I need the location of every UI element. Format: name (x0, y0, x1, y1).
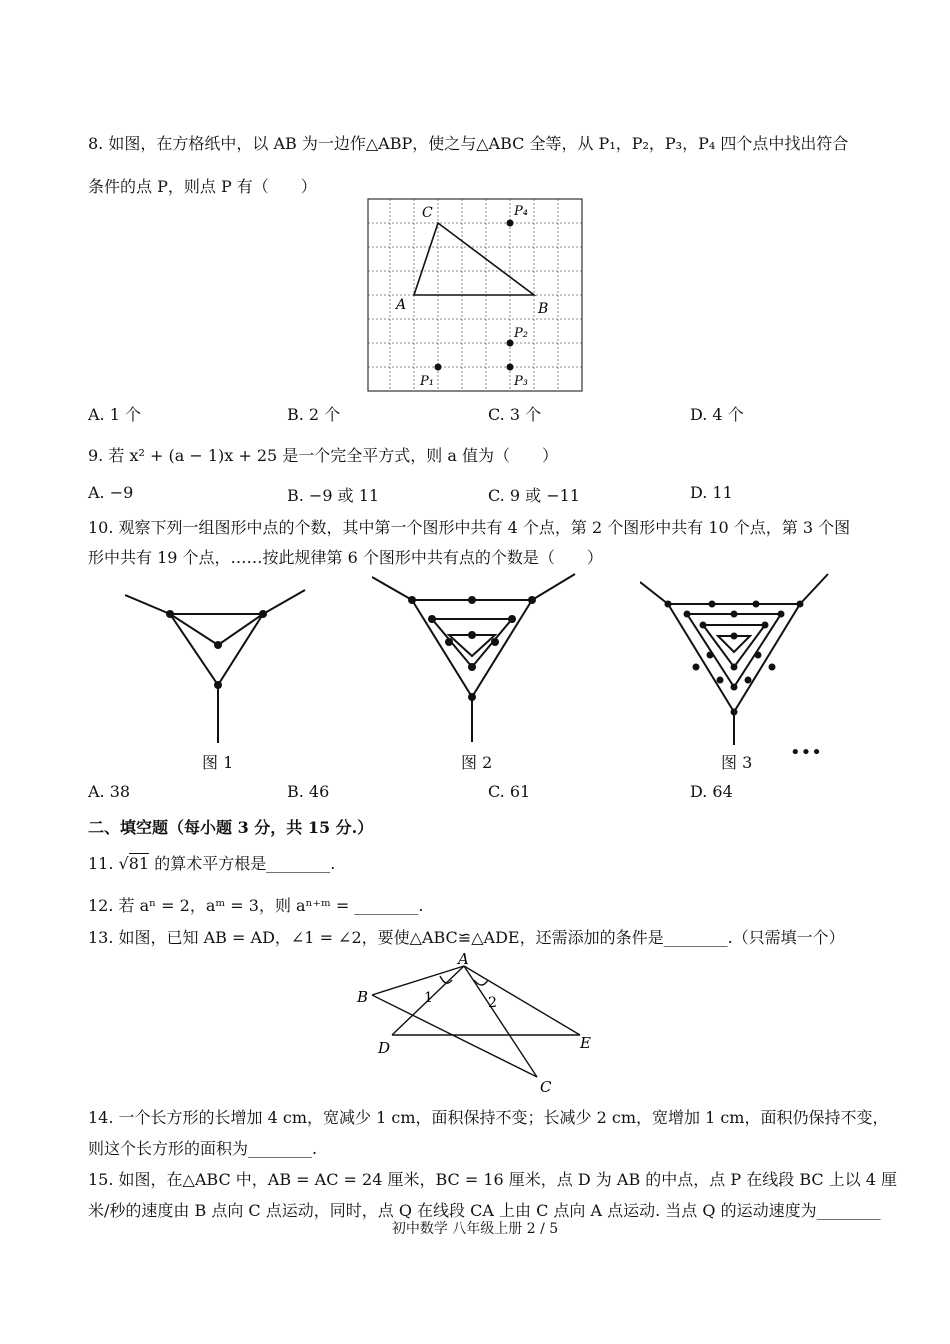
dot (753, 601, 760, 608)
dot (408, 596, 416, 604)
point-p4 (507, 220, 514, 227)
q11-number: 11. (88, 854, 114, 873)
dot (797, 601, 804, 608)
q10-figure-2 (372, 572, 577, 744)
q8-grid-figure (366, 197, 584, 393)
dot (528, 596, 536, 604)
q14-stem-line2: 则这个长方形的面积为________. (88, 1139, 318, 1158)
q10-stem-line1: 10. 观察下列一组图形中点的个数，其中第一个图形中共有 4 个点，第 2 个图形中共有 10 个点，第 3 个图 (88, 518, 851, 537)
triangle-abc (414, 223, 534, 295)
dot (214, 641, 222, 649)
section-2-heading: 二、填空题（每小题 3 分，共 15 分.） (88, 818, 374, 837)
q8-stem-line1: 8. 如图，在方格纸中，以 AB 为一边作△ABP，使之与△ABC 全等，从 P₁，P₂，P₃，P₄ 四个点中找出符合 (88, 134, 849, 153)
q10-ellipsis: ••• (790, 742, 822, 763)
label-p1: P₁ (420, 374, 434, 389)
dot (445, 638, 453, 646)
q10-stem-line2: 形中共有 19 个点，……按此规律第 6 个图形中共有点的个数是（ ） (88, 548, 603, 567)
dot (665, 601, 672, 608)
dot (762, 622, 769, 629)
dot (700, 622, 707, 629)
label-e: E (580, 1034, 591, 1052)
q10-option-d: D. 64 (690, 782, 733, 801)
label-c: C (540, 1078, 552, 1095)
dot (769, 664, 776, 671)
q15-stem-line2: 米/秒的速度由 B 点向 C 点运动，同时，点 Q 在线段 CA 上由 C 点向 A 点运动. 当点 Q 的运动速度为________ (88, 1201, 881, 1220)
dot (755, 652, 762, 659)
dot (693, 664, 700, 671)
dot (684, 611, 691, 618)
dot (468, 596, 476, 604)
dot (468, 663, 476, 671)
page-footer: 初中数学 八年级上册 2 / 5 (391, 1221, 559, 1237)
q8-option-c: C. 3 个 (488, 405, 542, 424)
q13-figure (352, 950, 602, 1095)
q10-figure-3 (640, 572, 830, 747)
q9-option-a: A. −9 (88, 483, 134, 502)
q12-stem: 12. 若 aⁿ = 2，aᵐ = 3，则 aⁿ⁺ᵐ = ________. (88, 896, 424, 915)
q8-option-b: B. 2 个 (287, 405, 341, 424)
q8-option-a: A. 1 个 (88, 405, 141, 424)
q10-figure-1 (125, 585, 310, 745)
dot (508, 615, 516, 623)
dot (731, 684, 738, 691)
dot (731, 664, 738, 671)
q10-option-c: C. 61 (488, 782, 531, 801)
q13-stem: 13. 如图，已知 AB = AD，∠1 = ∠2，要使△ABC≌△ADE，还需添加的条件是________.（只需填一个） (88, 928, 845, 947)
dot (468, 693, 476, 701)
q11-rest: 的算术平方根是________. (154, 854, 336, 873)
point-p1 (435, 364, 442, 371)
label-c: C (422, 205, 433, 221)
q10-caption-1: 图 1 (202, 753, 234, 772)
q10-caption-2: 图 2 (461, 753, 493, 772)
label-b: B (538, 301, 549, 317)
label-p4: P₄ (514, 204, 528, 219)
dot (428, 615, 436, 623)
label-d: D (378, 1039, 391, 1057)
q9-option-c: C. 9 或 −11 (488, 486, 580, 505)
label-a: A (396, 297, 407, 313)
label-a: A (458, 950, 469, 968)
q9-option-d: D. 11 (690, 483, 733, 502)
q10-option-b: B. 46 (287, 782, 330, 801)
q11-radicand: 81 (128, 854, 150, 873)
point-p3 (507, 364, 514, 371)
q9-option-b: B. −9 或 11 (287, 486, 380, 505)
dot (745, 677, 752, 684)
point-p2 (507, 340, 514, 347)
label-b: B (357, 988, 369, 1006)
q8-option-d: D. 4 个 (690, 405, 744, 424)
dot (259, 610, 267, 618)
label-angle-2: 2 (488, 995, 497, 1011)
q10-option-a: A. 38 (88, 782, 131, 801)
q8-stem-line2: 条件的点 P，则点 P 有（ ） (88, 177, 317, 196)
dot (731, 633, 738, 640)
dot (707, 652, 714, 659)
dot (709, 601, 716, 608)
q10-caption-3: 图 3 (721, 753, 753, 772)
dot (717, 677, 724, 684)
sqrt-symbol: √ (118, 854, 129, 873)
q15-stem-line1: 15. 如图，在△ABC 中，AB = AC = 24 厘米，BC = 16 厘米，点 D 为 AB 的中点，点 P 在线段 BC 上以 4 厘 (88, 1170, 898, 1189)
label-p2: P₂ (514, 326, 528, 341)
dot (491, 638, 499, 646)
q14-stem-line1: 14. 一个长方形的长增加 4 cm，宽减少 1 cm，面积保持不变；长减少 2 cm，宽增加 1 cm，面积仍保持不变， (88, 1108, 889, 1127)
label-angle-1: 1 (424, 990, 433, 1006)
dot (214, 681, 222, 689)
q11-stem (88, 851, 335, 874)
dot (731, 611, 738, 618)
q9-stem: 9. 若 x² + (a − 1)x + 25 是一个完全平方式，则 a 值为（ ） (88, 446, 558, 465)
dot (468, 631, 476, 639)
dot (166, 610, 174, 618)
label-p3: P₃ (514, 374, 528, 389)
dot (778, 611, 785, 618)
dot (731, 709, 738, 716)
